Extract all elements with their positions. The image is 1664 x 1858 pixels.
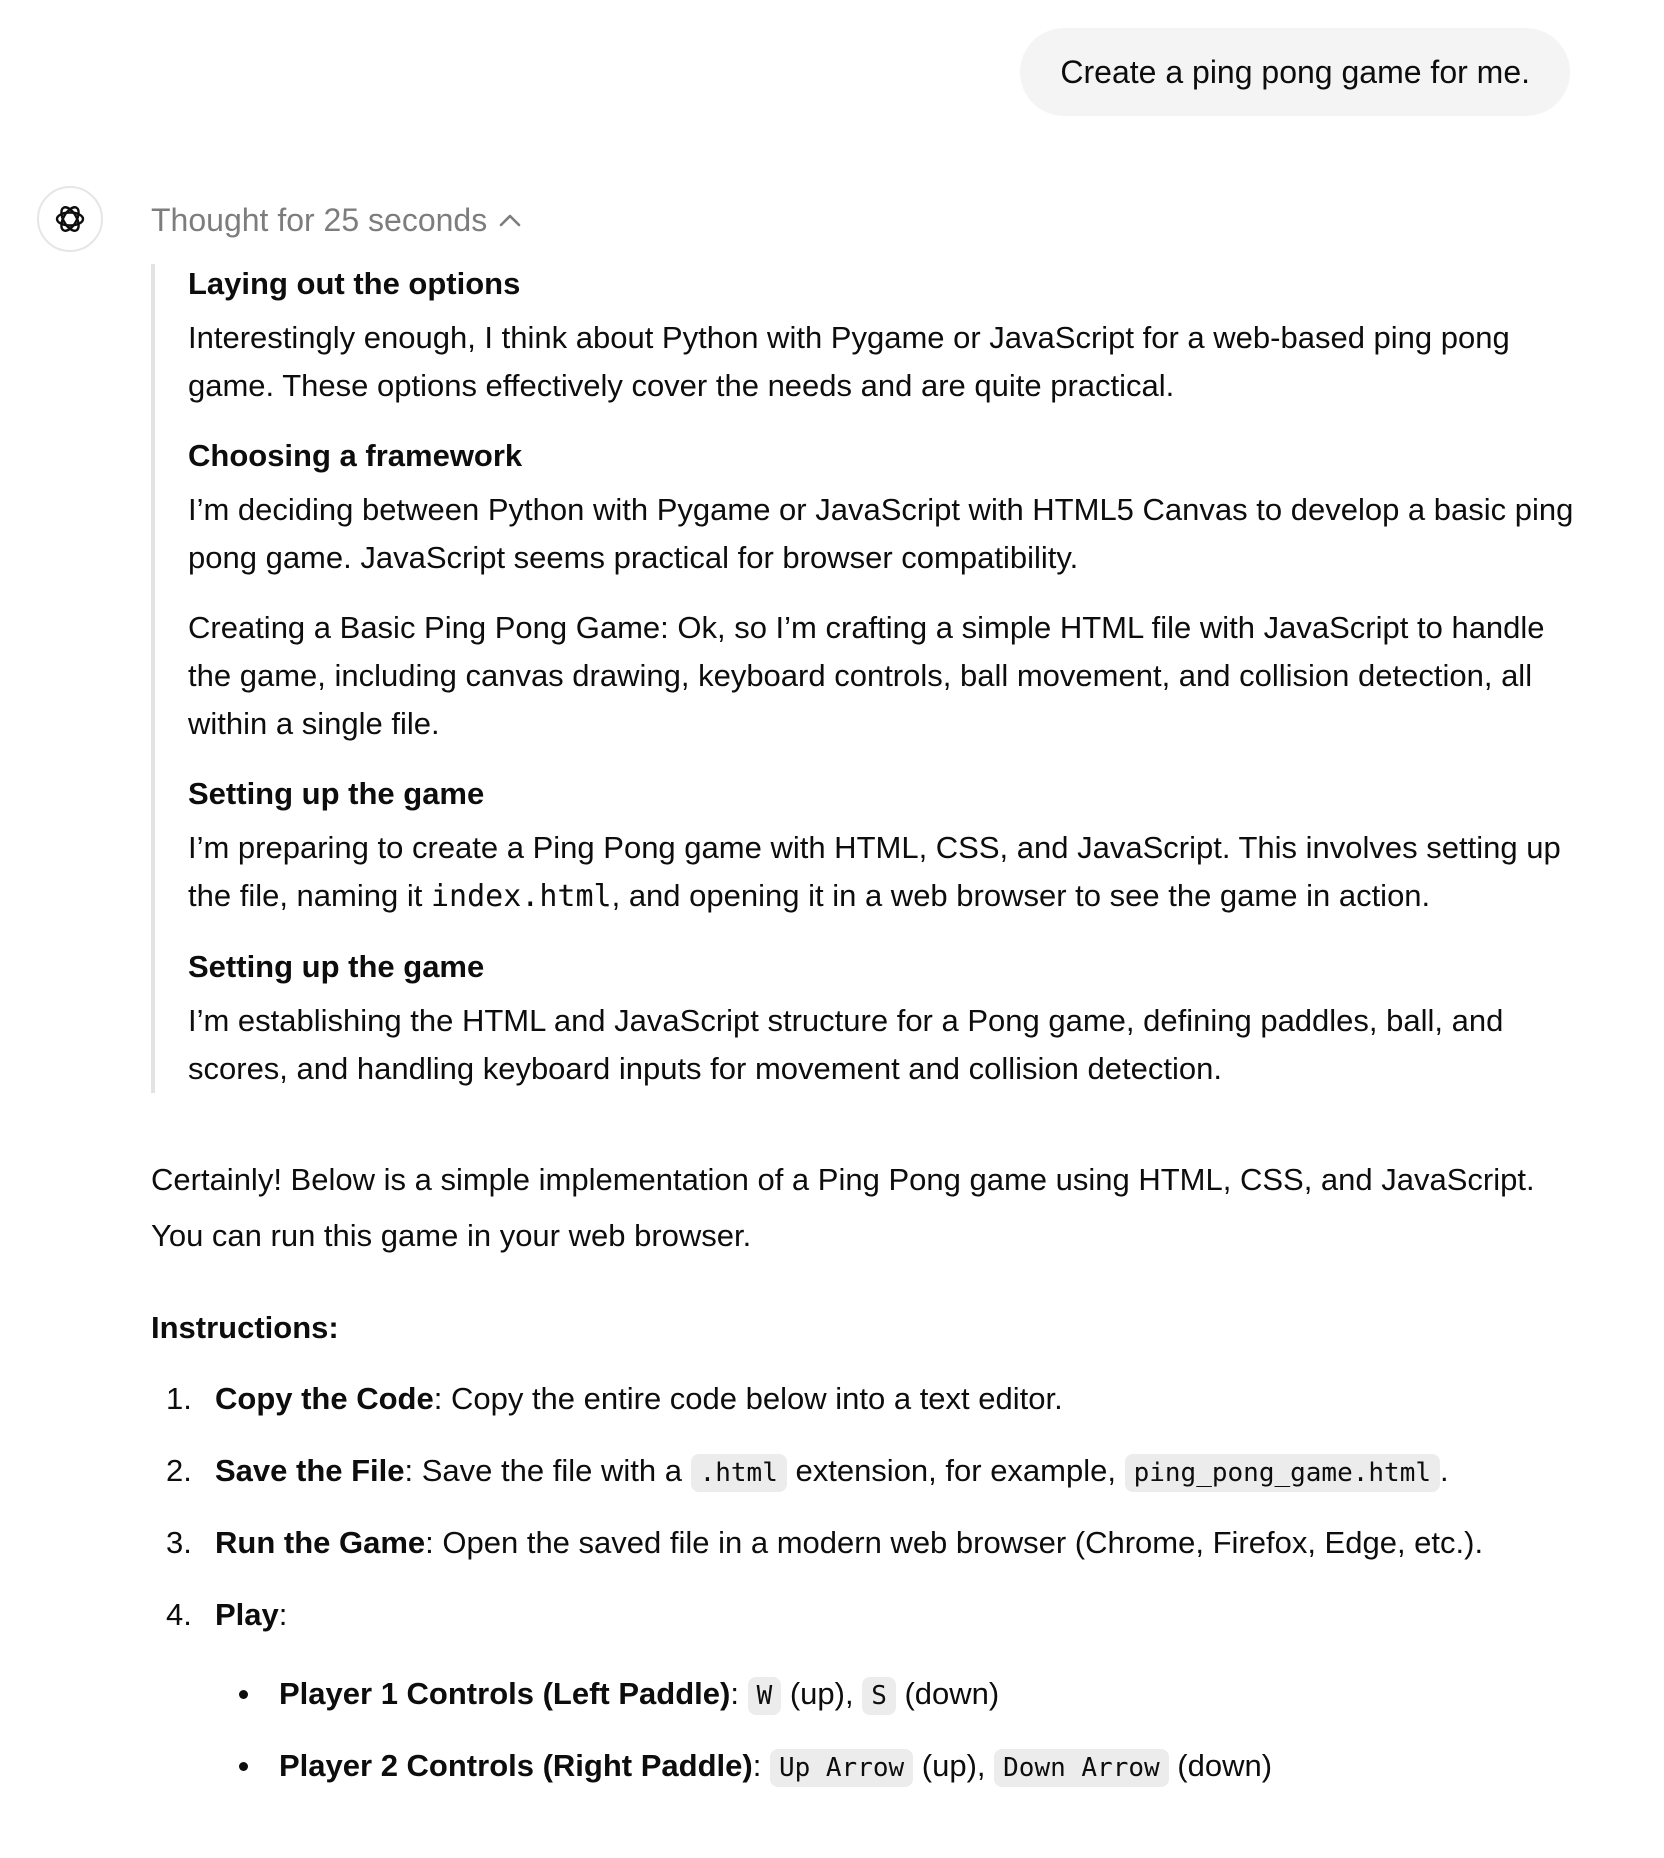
step-title: Play (215, 1597, 279, 1632)
step-text: : Open the saved file in a modern web browser (Chrome, Firefox, Edge, etc.). (425, 1525, 1484, 1560)
thought-paragraph: Interestingly enough, I think about Python with Pygame or JavaScript for a web-based ping pong game. These options effectively cover the needs and are quite practical. (188, 320, 1510, 403)
step-text: : (278, 1597, 288, 1632)
step-title: Copy the Code (215, 1381, 434, 1416)
control-text: : (752, 1748, 770, 1783)
inline-code: index.html (430, 879, 612, 914)
thought-heading: Choosing a framework (188, 438, 523, 473)
thought-paragraph: I’m establishing the HTML and JavaScript structure for a Pong game, defining paddles, ball, and scores, and handling keyboard inputs for movement and collision detection. (188, 1003, 1504, 1086)
control-text: (down) (895, 1676, 1000, 1711)
step-title: Save the File (215, 1453, 405, 1488)
thought-text: I’m preparing to create a Ping Pong game with HTML, CSS, and JavaScript. This involves setting up the file, naming it (188, 830, 1561, 913)
openai-logo-icon (52, 201, 88, 237)
inline-code: .html (691, 1454, 787, 1492)
control-text: (down) (1168, 1748, 1273, 1783)
list-number: 4. (166, 1597, 192, 1632)
thought-heading: Setting up the game (188, 776, 485, 811)
list-number: 2. (166, 1453, 192, 1488)
thought-heading: Laying out the options (188, 266, 521, 301)
step-title: Run the Game (215, 1525, 426, 1560)
inline-code: ping_pong_game.html (1125, 1454, 1440, 1492)
list-number: 3. (166, 1525, 192, 1560)
thought-paragraph: I’m deciding between Python with Pygame or JavaScript with HTML5 Canvas to develop a basic ping pong game. JavaScript seems practical for browser compatibility. (188, 492, 1574, 575)
instructions-heading: Instructions: (151, 1310, 339, 1345)
user-message-text: Create a ping pong game for me. (1060, 54, 1530, 90)
bullet-point (239, 1762, 248, 1771)
user-message-bubble (1020, 28, 1570, 116)
chevron-up-icon (499, 213, 521, 227)
step-text: . (1440, 1453, 1449, 1488)
step-text: : Copy the entire code below into a text editor. (433, 1381, 1063, 1416)
control-title: Player 1 Controls (Left Paddle) (279, 1676, 731, 1711)
control-text: (up), (913, 1748, 995, 1783)
control-text: (up), (781, 1676, 863, 1711)
list-number: 1. (166, 1381, 192, 1416)
key-code: Down Arrow (994, 1749, 1169, 1787)
step-text: : Save the file with a (404, 1453, 691, 1488)
assistant-avatar (37, 186, 103, 252)
key-code: S (862, 1677, 896, 1715)
thought-paragraph: Creating a Basic Ping Pong Game: Ok, so I’m crafting a simple HTML file with JavaScript to handle the game, including canvas drawing, keyboard controls, ball movement, and collision detection, all within a single file. (188, 610, 1545, 741)
key-code: Up Arrow (770, 1749, 913, 1787)
thought-toggle[interactable] (151, 198, 521, 242)
thought-content (151, 264, 1581, 1093)
key-code: W (748, 1677, 782, 1715)
thought-duration-label: Thought for 25 seconds (151, 202, 488, 238)
control-title: Player 2 Controls (Right Paddle) (279, 1748, 753, 1783)
bullet-point (239, 1690, 248, 1699)
step-text: extension, for example, (786, 1453, 1125, 1488)
answer-intro: Certainly! Below is a simple implementation of a Ping Pong game using HTML, CSS, and JavaScript. You can run this game in your web browser. (151, 1162, 1535, 1253)
control-text: : (730, 1676, 748, 1711)
thought-text: , and opening it in a web browser to see the game in action. (611, 878, 1431, 913)
thought-paragraph (188, 824, 1581, 921)
thought-heading: Setting up the game (188, 949, 485, 984)
